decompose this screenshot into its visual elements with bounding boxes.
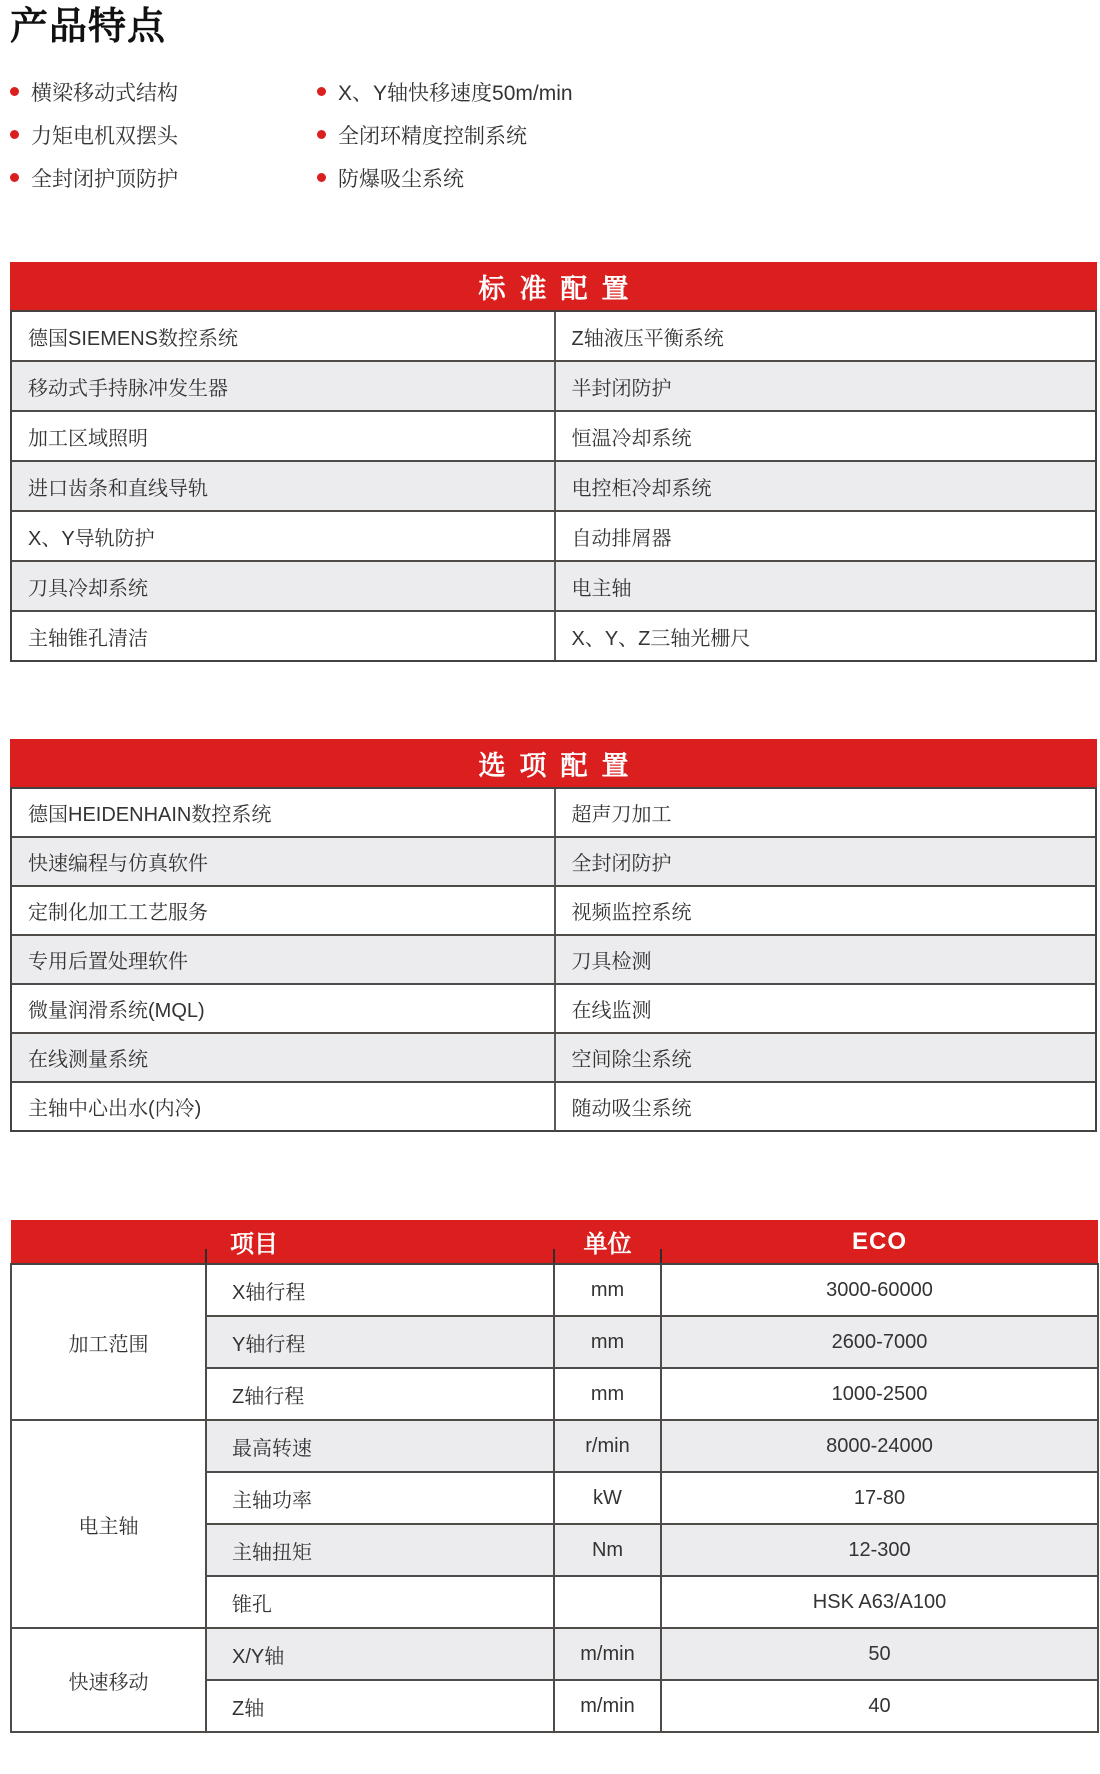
spec-unit — [554, 1576, 661, 1628]
spec-item: Z轴 — [206, 1680, 554, 1732]
config-cell: 超声刀加工 — [554, 789, 1096, 836]
config-cell: 移动式手持脉冲发生器 — [28, 377, 228, 400]
bullet-icon — [10, 130, 19, 139]
spec-unit: mm — [554, 1264, 661, 1316]
config-cell: 在线监测 — [554, 985, 1096, 1032]
bullet-icon — [317, 173, 326, 182]
feature-text: 横梁移动式结构 — [31, 81, 178, 105]
spec-header-unit: 单位 — [554, 1220, 661, 1264]
bullet-icon — [317, 87, 326, 96]
list-item — [10, 70, 317, 113]
table-row — [12, 310, 1095, 360]
spec-group-label: 快速移动 — [11, 1628, 206, 1732]
config-cell: X、Y导轨防护 — [28, 527, 155, 550]
feature-text: 全闭环精度控制系统 — [338, 124, 527, 148]
table-row — [12, 1032, 1095, 1081]
bullet-icon — [317, 130, 326, 139]
spec-unit: Nm — [554, 1524, 661, 1576]
spec-item: 主轴扭矩 — [206, 1524, 554, 1576]
config-cell: 快速编程与仿真软件 — [28, 853, 208, 875]
optional-config-body — [10, 787, 1097, 1132]
optional-config-title: 选项配置 — [478, 750, 643, 781]
table-row — [12, 983, 1095, 1032]
spec-group-label: 电主轴 — [11, 1420, 206, 1628]
table-row — [12, 836, 1095, 885]
feature-list — [10, 70, 1097, 199]
bullet-icon — [10, 87, 19, 96]
spec-header-row — [11, 1220, 1098, 1264]
config-cell: 加工区域照明 — [28, 427, 148, 450]
spec-value: HSK A63/A100 — [661, 1576, 1098, 1628]
table-row — [12, 560, 1095, 610]
table-row — [12, 1081, 1095, 1130]
optional-config-table — [10, 739, 1097, 1132]
config-cell: 德国HEIDENHAIN数控系统 — [28, 804, 272, 826]
config-cell: 定制化加工工艺服务 — [28, 902, 208, 924]
spec-table — [10, 1220, 1099, 1733]
standard-config-title: 标准配置 — [478, 273, 643, 304]
spec-value: 50 — [661, 1628, 1098, 1680]
config-cell: 恒温冷却系统 — [554, 412, 1096, 460]
spec-item: 锥孔 — [206, 1576, 554, 1628]
spec-unit: mm — [554, 1316, 661, 1368]
spec-item: 主轴功率 — [206, 1472, 554, 1524]
spec-unit: kW — [554, 1472, 661, 1524]
list-item — [317, 156, 573, 199]
feature-column-right — [317, 70, 573, 199]
table-row — [12, 787, 1095, 836]
spec-item: Z轴行程 — [206, 1368, 554, 1420]
config-cell: 全封闭防护 — [554, 838, 1096, 885]
config-cell: 刀具冷却系统 — [28, 577, 148, 600]
spec-item: X轴行程 — [206, 1264, 554, 1316]
spec-value: 17-80 — [661, 1472, 1098, 1524]
feature-text: 全封闭护顶防护 — [31, 167, 178, 191]
spec-item: Y轴行程 — [206, 1316, 554, 1368]
config-cell: X、Y、Z三轴光栅尺 — [554, 612, 1096, 660]
config-cell: 在线测量系统 — [28, 1049, 148, 1071]
table-row — [12, 610, 1095, 660]
config-cell: 主轴锥孔清洁 — [28, 627, 148, 650]
standard-config-header — [10, 262, 1097, 310]
config-cell: 德国SIEMENS数控系统 — [28, 327, 239, 350]
spec-value: 1000-2500 — [661, 1368, 1098, 1420]
config-cell: 刀具检测 — [554, 936, 1096, 983]
config-cell: 主轴中心出水(内冷) — [28, 1098, 202, 1120]
table-row — [12, 510, 1095, 560]
config-cell: 自动排屑器 — [554, 512, 1096, 560]
standard-config-table — [10, 262, 1097, 662]
feature-text: 力矩电机双摆头 — [31, 124, 178, 148]
config-cell: 电控柜冷却系统 — [554, 462, 1096, 510]
spec-header-group — [11, 1220, 206, 1264]
spec-value: 2600-7000 — [661, 1316, 1098, 1368]
feature-text: 防爆吸尘系统 — [338, 167, 464, 191]
standard-config-body — [10, 310, 1097, 662]
spec-value: 40 — [661, 1680, 1098, 1732]
config-cell: 微量润滑系统(MQL) — [28, 1000, 205, 1022]
config-cell: 视频监控系统 — [554, 887, 1096, 934]
spec-unit: r/min — [554, 1420, 661, 1472]
spec-header-item: 项目 — [206, 1220, 554, 1264]
spec-unit: m/min — [554, 1680, 661, 1732]
bullet-icon — [10, 173, 19, 182]
spec-group-label: 加工范围 — [11, 1264, 206, 1420]
spec-unit: mm — [554, 1368, 661, 1420]
config-cell: 半封闭防护 — [554, 362, 1096, 410]
spec-item: X/Y轴 — [206, 1628, 554, 1680]
table-row — [12, 885, 1095, 934]
feature-column-left — [10, 70, 317, 199]
config-cell: Z轴液压平衡系统 — [554, 312, 1096, 360]
spec-value: 8000-24000 — [661, 1420, 1098, 1472]
feature-text: X、Y轴快移速度50m/min — [338, 81, 573, 105]
table-row — [12, 460, 1095, 510]
table-row — [12, 410, 1095, 460]
spec-unit: m/min — [554, 1628, 661, 1680]
spec-value: 12-300 — [661, 1524, 1098, 1576]
page-title: 产品特点 — [10, 6, 167, 48]
list-item — [317, 113, 573, 156]
table-row — [11, 1628, 1098, 1680]
spec-value: 3000-60000 — [661, 1264, 1098, 1316]
list-item — [317, 70, 573, 113]
config-cell: 进口齿条和直线导轨 — [28, 477, 208, 500]
table-row — [11, 1420, 1098, 1472]
spec-header-model: ECO — [661, 1220, 1098, 1264]
list-item — [10, 113, 317, 156]
config-cell: 随动吸尘系统 — [554, 1083, 1096, 1130]
spec-item: 最高转速 — [206, 1420, 554, 1472]
config-cell: 空间除尘系统 — [554, 1034, 1096, 1081]
table-row — [12, 360, 1095, 410]
table-row — [12, 934, 1095, 983]
list-item — [10, 156, 317, 199]
optional-config-header — [10, 739, 1097, 787]
config-cell: 电主轴 — [554, 562, 1096, 610]
config-cell: 专用后置处理软件 — [28, 951, 188, 973]
table-row — [11, 1264, 1098, 1316]
